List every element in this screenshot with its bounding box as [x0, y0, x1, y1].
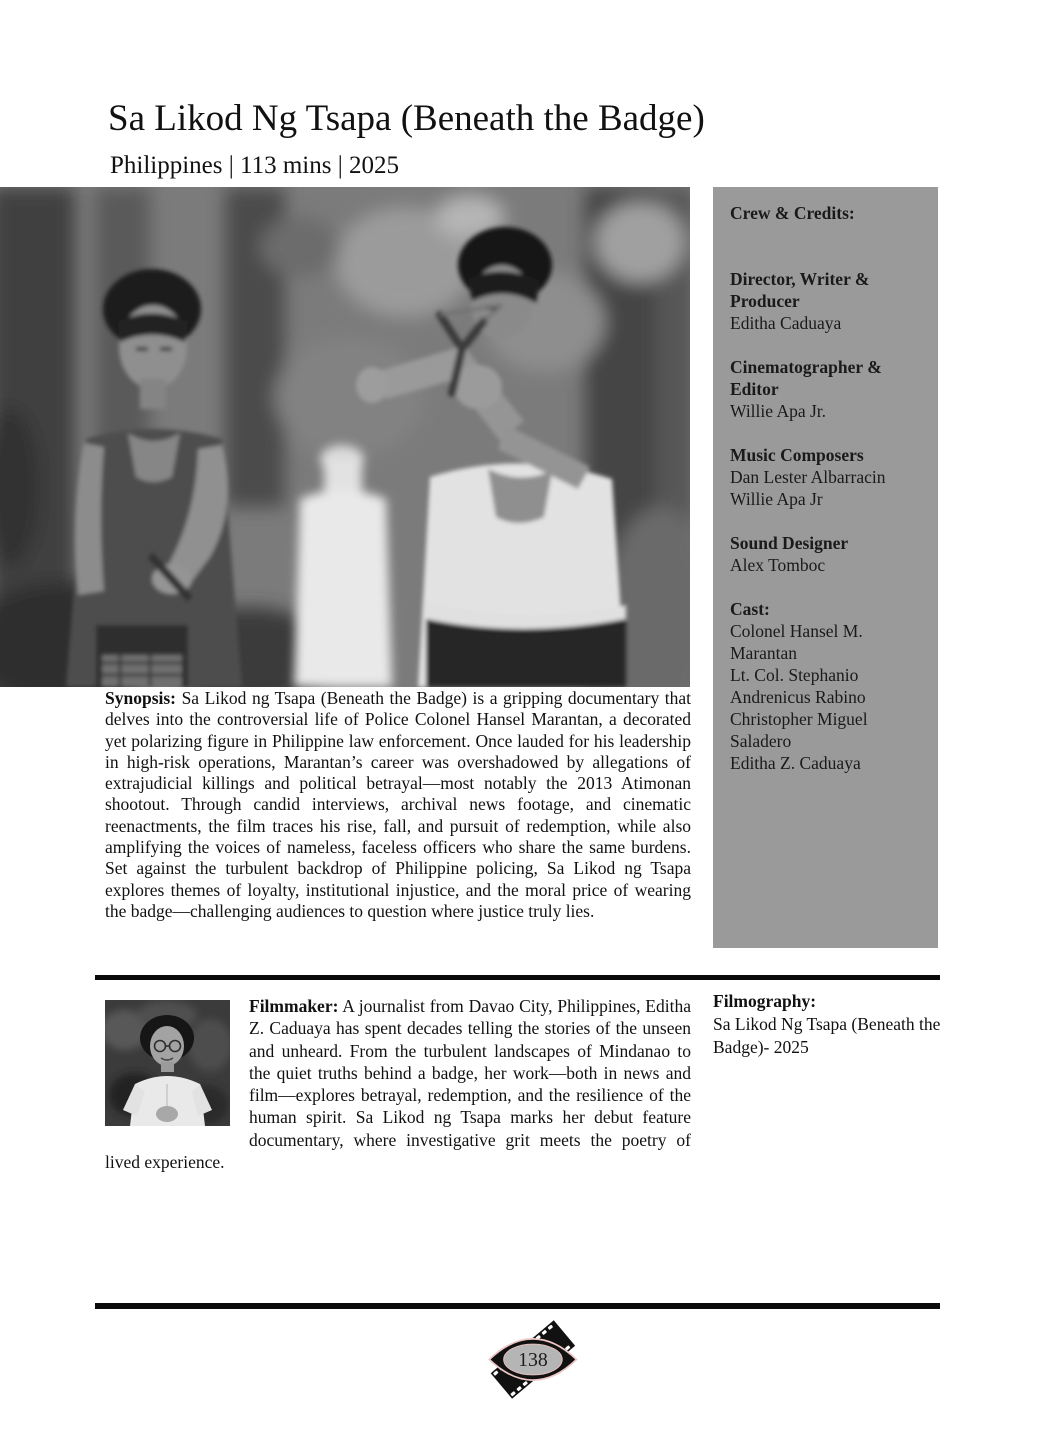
credit-role: Cinematographer & Editor	[730, 357, 882, 399]
film-strip-icon	[487, 1317, 582, 1402]
crew-credits-heading: Crew & Credits:	[730, 203, 855, 223]
filmmaker-portrait-photo	[105, 1000, 230, 1126]
credit-section-cast	[730, 598, 922, 774]
credit-role: Music Composers	[730, 445, 864, 465]
credit-name: Christopher Miguel Saladero	[730, 709, 868, 751]
credit-role: Director, Writer & Producer	[730, 269, 870, 311]
crew-credits-panel	[713, 187, 938, 948]
filmmaker-section	[105, 995, 691, 1173]
credit-section-music	[730, 444, 922, 510]
credit-name: Editha Caduaya	[730, 313, 842, 333]
synopsis-paragraph	[105, 688, 691, 922]
filmography-entry: Sa Likod Ng Tsapa (Beneath the Badge)- 2025	[713, 1014, 941, 1057]
credit-name: Dan Lester Albarracin	[730, 467, 886, 487]
filmography-heading: Filmography:	[713, 991, 817, 1011]
synopsis-label: Synopsis:	[105, 688, 177, 708]
footer-rule	[95, 1303, 940, 1309]
page-number: 138	[518, 1348, 548, 1371]
credit-role: Cast:	[730, 599, 770, 619]
credit-name: Willie Apa Jr	[730, 489, 823, 509]
filmmaker-portrait-illustration	[105, 1000, 230, 1126]
film-title: Sa Likod Ng Tsapa (Beneath the Badge)	[108, 98, 705, 139]
credit-name: Alex Tomboc	[730, 555, 826, 575]
credit-name: Willie Apa Jr.	[730, 401, 827, 421]
filmography-section	[713, 990, 943, 1059]
film-still-photo	[0, 187, 690, 687]
filmmaker-label: Filmmaker:	[249, 996, 339, 1016]
credit-name: Editha Z. Caduaya	[730, 753, 861, 773]
section-divider-rule	[95, 975, 940, 980]
credit-section-cinematographer	[730, 356, 922, 422]
credit-role: Sound Designer	[730, 533, 849, 553]
synopsis-text: Sa Likod ng Tsapa (Beneath the Badge) is a gripping documentary that delves into the controversial life of Police Colonel Hansel Marantan, a decorated yet polarizing figure in Philippine law enforcement. Once lauded for his leadership in high-risk operations, Marantan’s career was overshadowed by allegations of extrajudicial killings and political betrayal—most notably the 2013 Atimonan shootout. Through candid interviews, archival news footage, and cinematic reenactments, the film traces his rise, fall, and pursuit of redemption, while also amplifying the voices of nameless, faceless officers who share the same burdens. Set against the turbulent backdrop of Philippine policing, Sa Likod ng Tsapa explores themes of loyalty, institutional injustice, and the moral price of wearing the badge—challenging audiences to question where justice truly lies.	[105, 688, 691, 921]
credit-name: Lt. Col. Stephanio Andrenicus Rabino	[730, 665, 866, 707]
credit-section-director	[730, 268, 922, 334]
film-meta: Philippines | 113 mins | 2025	[110, 152, 399, 179]
film-still-illustration	[0, 187, 690, 687]
filmmaker-text: A journalist from Davao City, Philippines, Editha Z. Caduaya has spent decades telling the stories of the unseen and unheard. From the turbulent landscapes of Mindanao to the quiet truths behind a badge, her work—both in news and film—explores betrayal, redemption, and the resilience of the human spirit. Sa Likod ng Tsapa marks her debut feature documentary, where investigative grit meets the poetry of lived experience.	[105, 996, 691, 1173]
credit-section-sound	[730, 532, 922, 576]
credit-name: Colonel Hansel M. Marantan	[730, 621, 863, 663]
page-number-badge	[487, 1317, 582, 1402]
